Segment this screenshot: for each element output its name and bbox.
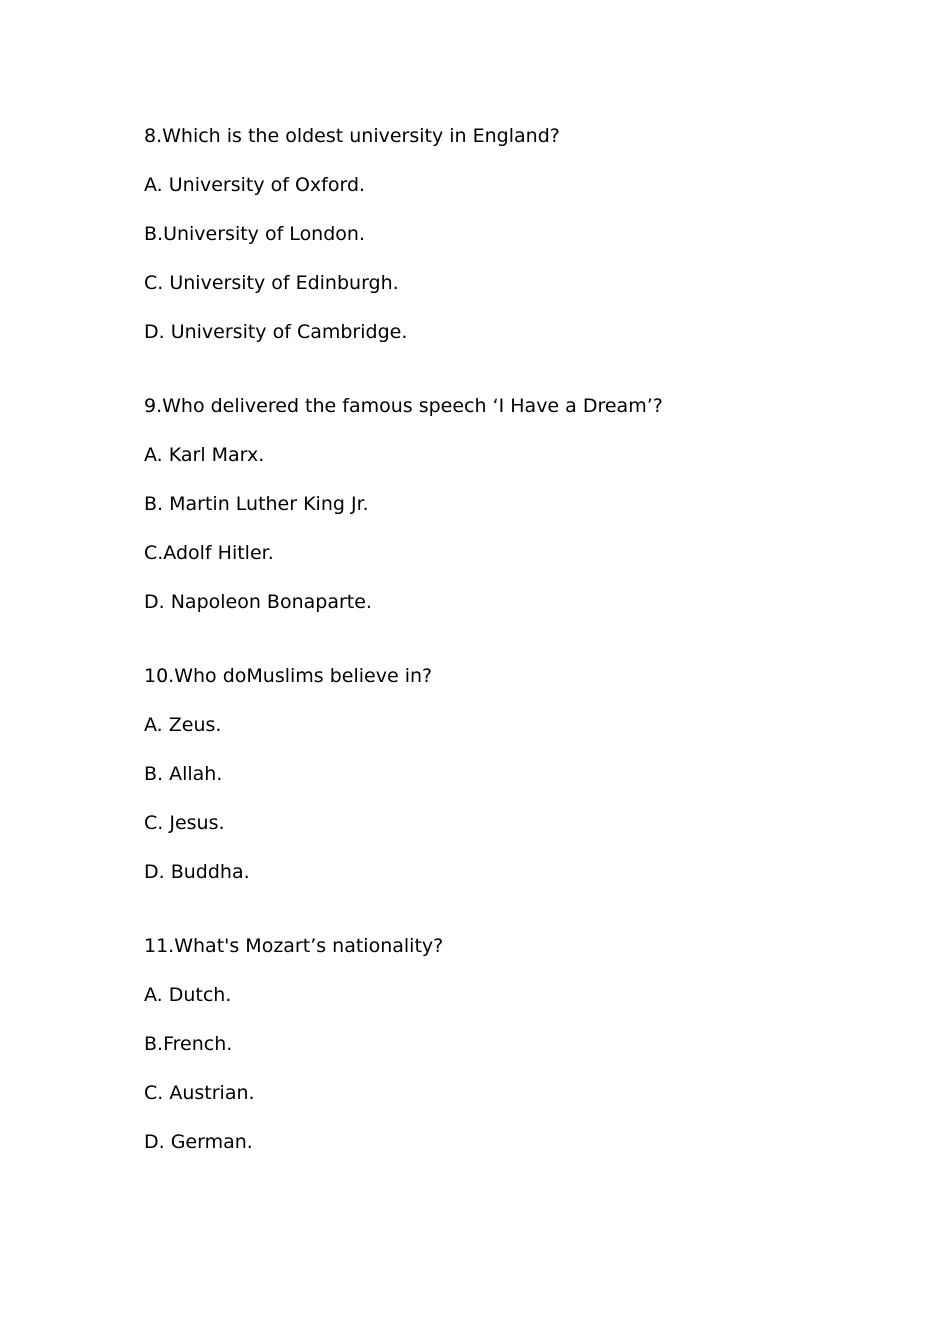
answer-option: C.Adolf Hitler. — [144, 542, 274, 564]
answer-option: A. University of Oxford. — [144, 174, 366, 196]
answer-option: C. University of Edinburgh. — [144, 272, 399, 294]
answer-option: A. Dutch. — [144, 984, 232, 1006]
answer-option: D. Napoleon Bonaparte. — [144, 591, 372, 613]
question-text: 9.Who delivered the famous speech ‘I Have a Dream’? — [144, 395, 663, 417]
answer-option: D. Buddha. — [144, 861, 250, 883]
answer-option: C. Jesus. — [144, 812, 225, 834]
answer-option: D. German. — [144, 1131, 253, 1153]
answer-option: A. Zeus. — [144, 714, 222, 736]
answer-option: B. Allah. — [144, 763, 223, 785]
answer-option: B. Martin Luther King Jr. — [144, 493, 369, 515]
question-text: 11.What's Mozart’s nationality? — [144, 935, 444, 957]
answer-option: A. Karl Marx. — [144, 444, 265, 466]
answer-option: B.French. — [144, 1033, 233, 1055]
answer-option: D. University of Cambridge. — [144, 321, 408, 343]
answer-option: C. Austrian. — [144, 1082, 255, 1104]
question-text: 8.Which is the oldest university in England? — [144, 125, 560, 147]
answer-option: B.University of London. — [144, 223, 365, 245]
question-text: 10.Who doMuslims believe in? — [144, 665, 433, 687]
